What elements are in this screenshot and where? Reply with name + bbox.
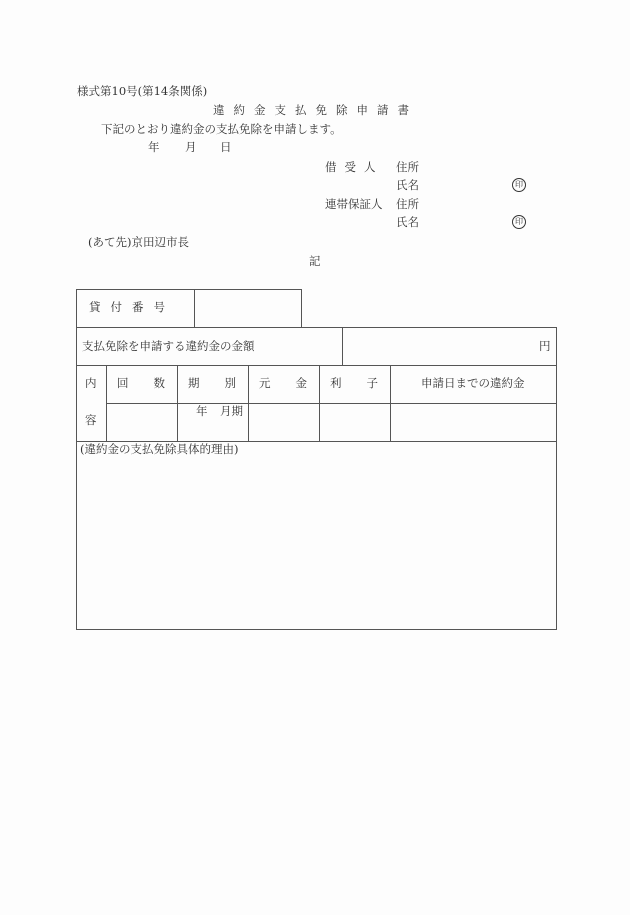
column-header-interest: 利子 [330,376,403,390]
amount-field[interactable] [348,333,538,361]
borrower-label: 借受人 [325,160,384,174]
loan-number-label: 貸付番号 [89,300,175,314]
date-month: 月 [185,140,197,154]
addressee: (あて先)京田辺市長 [88,235,189,249]
date-year: 年 [148,140,160,154]
content-label-top: 内 [85,376,97,390]
reason-field[interactable] [82,462,550,622]
seal-icon: 印 [512,178,526,192]
form-number: 様式第10号(第14条関係) [77,84,208,98]
reason-label: (違約金の支払免除具体的理由) [80,442,239,456]
content-label-bottom: 容 [85,413,97,427]
intro-text: 下記のとおり違約金の支払免除を申請します。 [101,122,342,136]
period-year-label: 年 [196,404,208,418]
borrower-address-label: 住所 [396,160,419,174]
amount-unit: 円 [539,339,551,353]
loan-number-field[interactable] [200,295,296,323]
guarantor-address-label: 住所 [396,197,419,211]
ki-heading: 記 [309,254,321,268]
column-header-penalty: 申請日までの違約金 [421,376,525,390]
date-day: 日 [220,140,232,154]
interest-field[interactable] [325,409,385,437]
principal-field[interactable] [254,409,314,437]
guarantor-name-label: 氏名 [396,215,419,229]
column-header-principal: 元金 [259,376,332,390]
seal-icon: 印 [512,215,526,229]
document-title: 違約金支払免除申請書 [213,103,418,117]
amount-label: 支払免除を申請する違約金の金額 [82,339,255,353]
column-header-count: 回数 [117,376,190,390]
guarantor-label: 連帯保証人 [325,197,383,211]
borrower-name-label: 氏名 [396,178,419,192]
count-field[interactable] [112,409,172,437]
column-header-period: 期別 [188,376,261,390]
period-month-label: 月期 [220,404,243,418]
penalty-field[interactable] [396,409,551,437]
